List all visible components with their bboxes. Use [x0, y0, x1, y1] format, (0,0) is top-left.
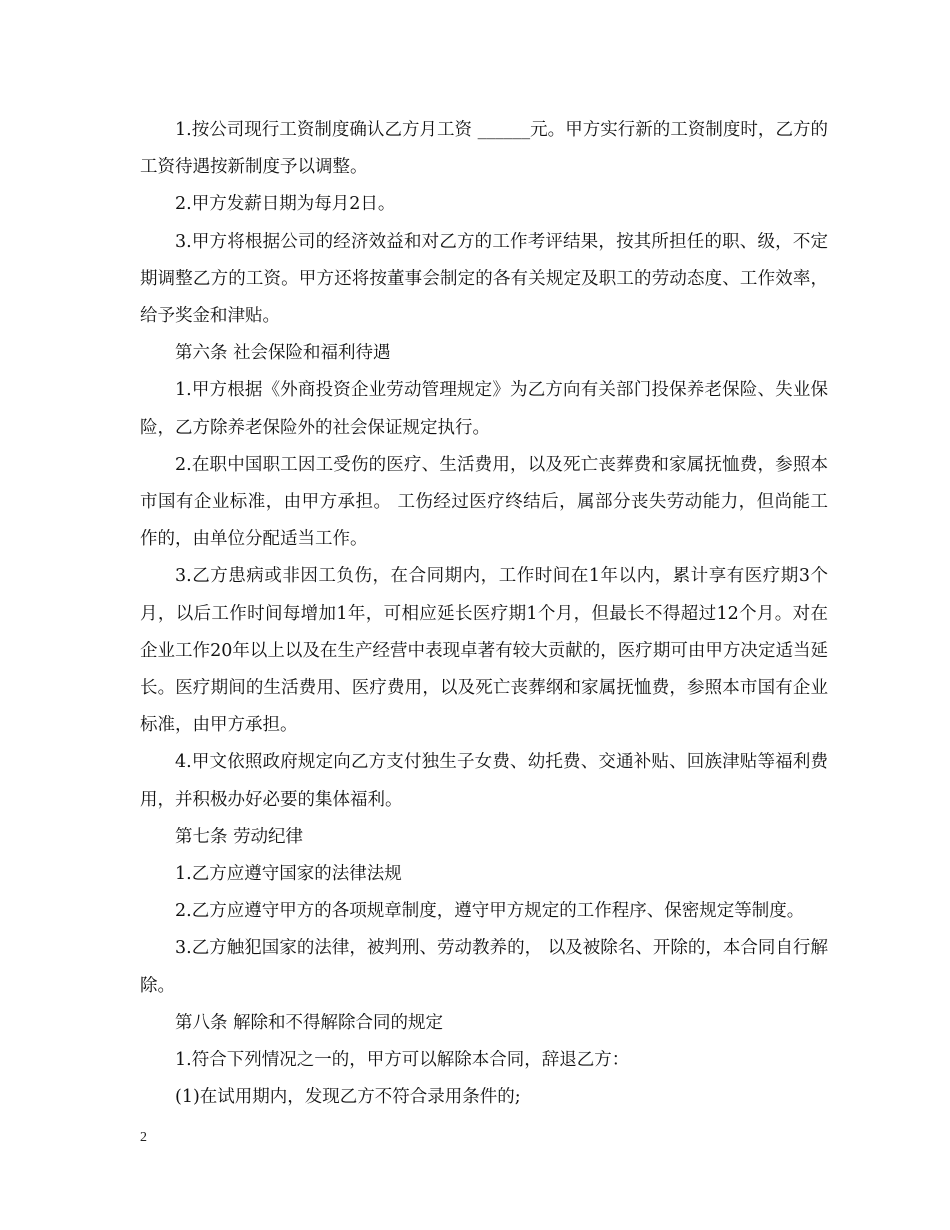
article-heading: 第八条 解除和不得解除合同的规定	[175, 1012, 444, 1033]
clause-paragraph: 3.甲方将根据公司的经济效益和对乙方的工作考评结果，按其所担任的职、级，不定期调整乙方的工资。甲方还将按董事会制定的各有关规定及职工的劳动态度、工作效率，给予奖金和津贴。	[140, 231, 828, 327]
sub-clause-paragraph: (1)在试用期内，发现乙方不符合录用条件的;	[175, 1087, 521, 1108]
clause-paragraph: 2.乙方应遵守甲方的各项规章制度，遵守甲方规定的工作程序、保密规定等制度。	[175, 901, 805, 922]
clause-paragraph: 4.甲文依照政府规定向乙方支付独生子女费、幼托费、交通补贴、回族津贴等福利费用，并积极办好必要的集体福利。	[140, 752, 828, 810]
clause-paragraph: 1.符合下列情况之一的，甲方可以解除本合同，辞退乙方：	[175, 1050, 630, 1071]
clause-paragraph: 1.按公司现行工资制度确认乙方月工资 ______元。甲方实行新的工资制度时，乙方的工资待遇按新制度予以调整。	[140, 120, 828, 178]
article-heading: 第七条 劳动纪律	[175, 826, 304, 847]
clause-paragraph: 1.甲方根据《外商投资企业劳动管理规定》为乙方向有关部门投保养老保险、失业保险，乙方除养老保险外的社会保证规定执行。	[140, 380, 828, 438]
clause-paragraph: 1.乙方应遵守国家的法律法规	[175, 864, 402, 885]
clause-paragraph: 3.乙方患病或非因工负伤，在合同期内，工作时间在1年以内，累计享有医疗期3个月，以后工作时间每增加1年，可相应延长医疗期1个月，但最长不得超过12个月。对在企业工作20年以上以及在生产经营中表现卓著有较大贡献的，医疗期可由甲方决定适当延长。医疗期间的生活费用、医疗费用，以及死亡丧葬纲和家属抚恤费，参照本市国有企业标准，由甲方承担。	[140, 566, 828, 736]
clause-paragraph: 3.乙方触犯国家的法律，被判刑、劳动教养的， 以及被除名、开除的，本合同自行解除。	[140, 938, 828, 996]
page-number: 2	[140, 1130, 147, 1145]
article-heading: 第六条 社会保险和福利待遇	[175, 343, 391, 364]
clause-paragraph: 2.在职中国职工因工受伤的医疗、生活费用，以及死亡丧葬费和家属抚恤费，参照本市国有企业标准，由甲方承担。 工伤经过医疗终结后，属部分丧失劳动能力，但尚能工作的，由单位分配适当工作。	[140, 454, 828, 550]
clause-paragraph: 2.甲方发薪日期为每月2日。	[175, 194, 396, 215]
document-body	[140, 112, 828, 1116]
